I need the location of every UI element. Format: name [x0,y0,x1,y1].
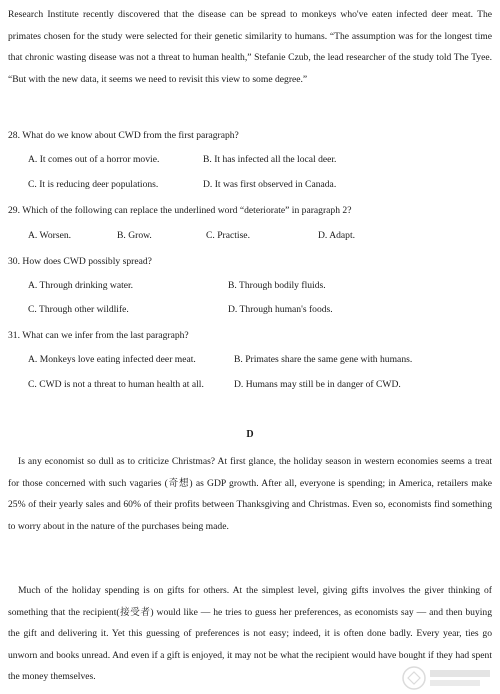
question-30-option-b: B. Through bodily fluids. [228,280,326,291]
question-28-option-a: A. It comes out of a horror movie. [28,154,160,165]
question-28-option-b: B. It has infected all the local deer. [203,154,337,165]
question-28-option-d: D. It was first observed in Canada. [203,179,337,190]
question-31-option-c: C. CWD is not a threat to human health at all. [28,379,204,390]
question-31-stem: 31. What can we infer from the last paragraph? [8,330,189,341]
intro-paragraph: Research Institute recently discovered that the disease can be spread to monkeys who've eaten infected deer meat. The primates chosen for the study were selected for their genetic similarity to humans. “The assumption was for the longest time that chronic wasting disease was not a threat to human health,” Stefanie Czub, the lead researcher of the study told The Tyee. “But with the new data, it seems we need to revisit this view to some degree.” [8,9,492,85]
question-30-option-a: A. Through drinking water. [28,280,134,291]
question-31-option-b: B. Primates share the same gene with humans. [234,354,413,365]
passage-paragraph-1: Is any economist so dull as to criticize Christmas? At first glance, the holiday season in western economies seems a treat for those concerned with such vagaries (奇想) as GDP growth. After all, everyone is spending; in America, retailers make 25% of their yearly sales and 60% of their profits between Thanksgiving and Christmas. Even so, economists find something to worry about in the nature of the purchases being made. [8,456,492,532]
question-29-stem: 29. Which of the following can replace the underlined word “deteriorate” in paragraph 2? [8,205,352,216]
question-28-option-c: C. It is reducing deer populations. [28,179,159,190]
question-29-option-c: C. Practise. [206,230,250,241]
question-28-stem: 28. What do we know about CWD from the first paragraph? [8,130,239,141]
question-30-option-c: C. Through other wildlife. [28,304,129,315]
watermark-stamp-icon [400,664,496,692]
question-31-option-a: A. Monkeys love eating infected deer meat. [28,354,196,365]
question-30-stem: 30. How does CWD possibly spread? [8,256,152,267]
passage-paragraph-2: Much of the holiday spending is on gifts for others. At the simplest level, giving gifts involves the giver thinking of something that the recipient(接受者) would like — he tries to guess her preferences, as economists say — and then buying the gift and delivering it. Yet this guessing of preferences is not easy; indeed, it is often done badly. Every year, ties go unworn and books unread. And even if a gift is enjoyed, it may not be what the recipient would have bought if they had spent the money themselves. [8,585,492,683]
question-29-option-d: D. Adapt. [318,230,356,241]
section-title: D [246,429,254,440]
question-30-option-d: D. Through human's foods. [228,304,333,315]
question-31-option-d: D. Humans may still be in danger of CWD. [234,379,401,390]
question-29-option-a: A. Worsen. [28,230,72,241]
question-29-option-b: B. Grow. [117,230,152,241]
